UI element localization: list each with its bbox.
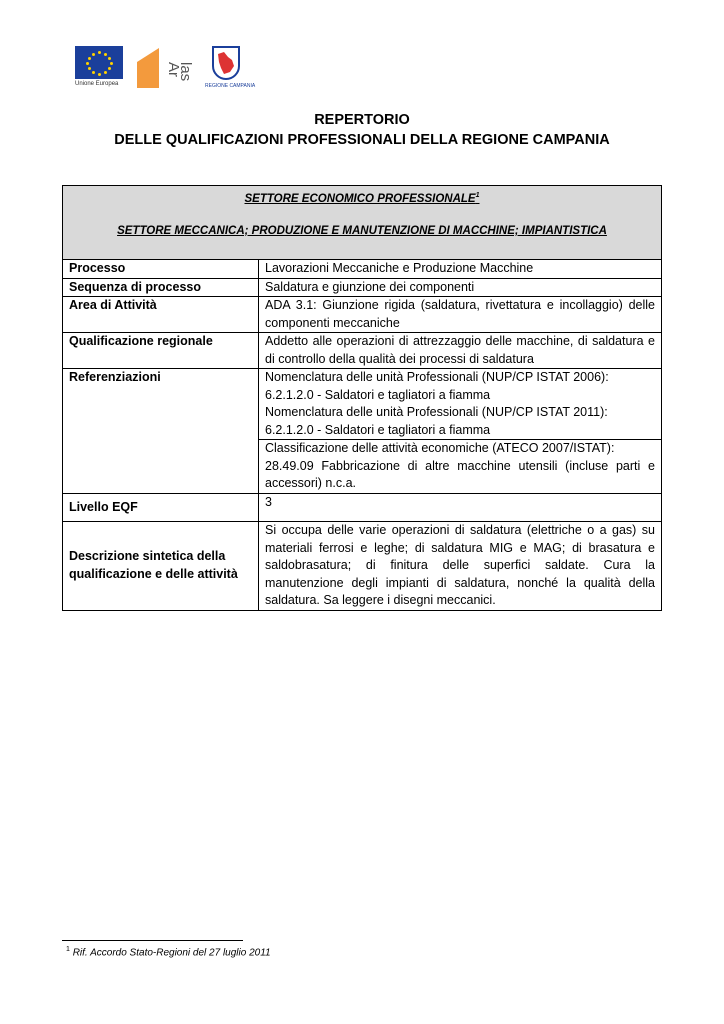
footnote-ref: 1 — [475, 192, 480, 199]
regione-campania-logo — [205, 46, 256, 89]
footnote-text: Rif. Accordo Stato-Regioni del 27 luglio 2011 — [72, 947, 271, 959]
title-line-1: REPERTORIO — [314, 112, 410, 128]
eu-flag-icon — [75, 46, 123, 79]
nup-2006-code: 6.2.1.2.0 - Saldatori e tagliatori a fiamma — [265, 387, 491, 402]
table-row — [63, 522, 661, 610]
ateco-block — [259, 439, 661, 493]
nup-2011-code: 6.2.1.2.0 - Saldatori e tagliatori a fiamma — [265, 422, 491, 437]
campania-shield-icon — [212, 46, 240, 80]
row-label: Livello EQF — [63, 493, 259, 522]
ateco-code: 28.49.09 Fabbricazione di altre macchine utensili (incluse parti e accessori) n.c.a. — [265, 458, 655, 490]
row-value: Lavorazioni Meccaniche e Produzione Macchine — [259, 260, 662, 278]
arlas-logo — [137, 48, 193, 88]
document-title — [0, 110, 724, 150]
svg-text:Ar: Ar — [165, 62, 182, 77]
nup-2006-title: Nomenclatura delle unità Professionali (NUP/CP ISTAT 2006): — [265, 370, 609, 384]
footnote-divider — [62, 940, 243, 941]
ateco-title: Classificazione delle attività economiche (ATECO 2007/ISTAT): — [265, 441, 615, 455]
row-value: ADA 3.1: Giunzione rigida (saldatura, rivettatura e incollaggio) delle componenti meccaniche — [259, 297, 662, 333]
title-line-2: DELLE QUALIFICAZIONI PROFESSIONALI DELLA REGIONE CAMPANIA — [114, 132, 610, 148]
table-row — [63, 260, 661, 278]
eu-caption: Unione Europea — [75, 81, 119, 87]
row-label: Descrizione sintetica della qualificazione e delle attività — [63, 522, 259, 610]
row-value: 3 — [259, 493, 662, 522]
sector-name: SETTORE MECCANICA; PRODUZIONE E MANUTENZIONE DI MACCHINE; IMPIANTISTICA — [117, 224, 607, 237]
campania-caption: REGIONE CAMPANIA — [205, 83, 256, 89]
table-row — [63, 369, 661, 494]
table-row — [63, 297, 661, 333]
row-value: Addetto alle operazioni di attrezzaggio delle macchine, di saldatura e di controllo della qualità dei processi di saldatura — [259, 333, 662, 369]
footnote — [66, 946, 271, 958]
row-value — [259, 369, 662, 494]
nup-2011-title: Nomenclatura delle unità Professionali (NUP/CP ISTAT 2011): — [265, 405, 608, 419]
table-row — [63, 333, 661, 369]
footnote-number: 1 — [66, 946, 70, 953]
row-label: Processo — [63, 260, 259, 278]
qualification-box — [62, 185, 662, 611]
row-label: Qualificazione regionale — [63, 333, 259, 369]
table-row — [63, 278, 661, 297]
row-label: Area di Attività — [63, 297, 259, 333]
sector-heading: SETTORE ECONOMICO PROFESSIONALE$^1$ — [244, 192, 480, 205]
sector-header — [63, 186, 661, 260]
row-value: Si occupa delle varie operazioni di saldatura (elettriche o a gas) su materiali ferrosi e leghe; di saldatura MIG e MAG; di brasatura e saldobrasatura; di finitura delle superfici saldate. Cura la manutenzione degli impianti di saldatura, nonché la qualità della saldatura. Sa leggere i disegni meccanici. — [265, 523, 655, 607]
eu-logo — [75, 46, 125, 87]
qualification-table — [63, 260, 661, 610]
row-label: Sequenza di processo — [63, 278, 259, 297]
row-label: Referenziazioni — [63, 369, 259, 494]
svg-text:las: las — [177, 62, 193, 82]
table-row — [63, 493, 661, 522]
arlas-logo-icon — [137, 48, 193, 88]
row-value: Saldatura e giunzione dei componenti — [259, 278, 662, 297]
